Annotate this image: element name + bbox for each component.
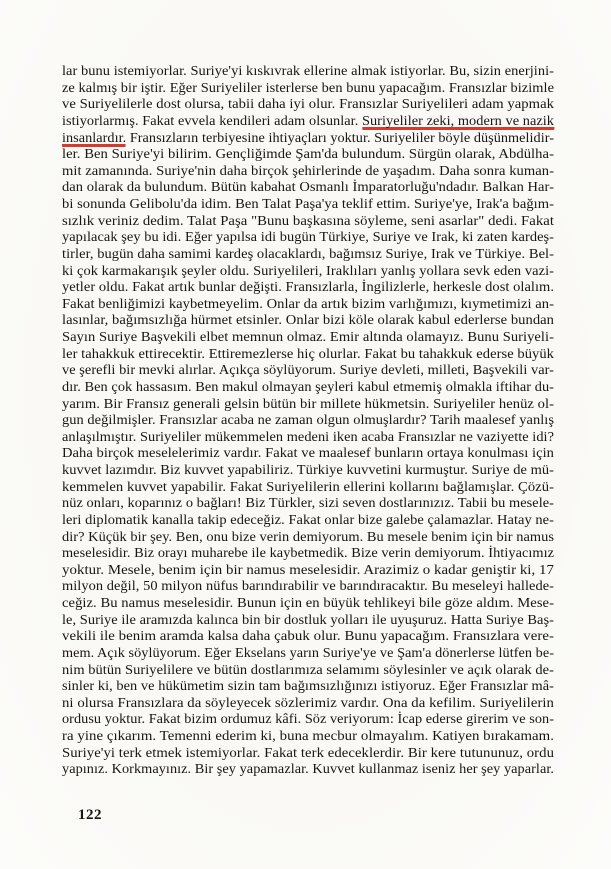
- text-line: [62, 761, 554, 778]
- text-line: [62, 745, 554, 762]
- text-line-content: [62, 179, 554, 196]
- text-segment: ordusu yoktur. Fakat bizim ordumuz kâfi. Söz veriyorum: İcap ederse girerim ve son-: [62, 711, 554, 727]
- text-line: [62, 213, 554, 230]
- text-segment: dan olarak da bulundum. Bütün kabahat Osmanlı İmparatorluğu'ndadır. Balkan Har-: [62, 179, 554, 195]
- text-line-content: [62, 695, 554, 712]
- text-segment: kuvvet lazımdır. Biz kuvvet yapabiliriz. Türkiye kuvvetini kurmuştur. Suriye de mü-: [62, 462, 554, 477]
- text-line-content: [62, 479, 554, 496]
- text-line: [62, 246, 554, 263]
- text-line: [62, 396, 554, 413]
- text-line-content: [62, 130, 554, 147]
- text-line-content: [62, 146, 554, 163]
- text-segment: nüz onları, koparınız o bağları! Biz Türkler, sizi seven dostlarınızız. Tabii bu mesele-: [62, 495, 554, 511]
- text-line: [62, 479, 554, 496]
- text-line-content: [62, 645, 554, 662]
- text-line: [62, 379, 554, 396]
- text-line-content: [62, 412, 554, 429]
- text-segment: lar bunu istemiyorlar. Suriye'yi kıskıvrak ellerine almak istiyorlar. Bu, sizin enerjini-: [62, 63, 554, 78]
- text-line: [62, 545, 554, 562]
- text-segment: yapılacak şey bu idi. Eğer yapılsa idi bugün Türkiye, Suriye ve Irak, ki zaten kardeş-: [62, 229, 554, 245]
- text-segment: ve Suriyelilerle dost olursa, tabii daha iyi olur. Fransızlar Suriyelileri adam yapmak: [62, 96, 554, 112]
- text-segment: kemmelen kuvvet yapabilir. Fakat Suriyelilerin ellerini kollarını bağlamışlar. Çözü-: [62, 478, 554, 494]
- text-line: [62, 296, 554, 313]
- text-line: [62, 312, 554, 329]
- text-line-content: [62, 745, 554, 762]
- text-line-content: [62, 761, 554, 778]
- text-line: [62, 711, 554, 728]
- text-segment: yoktur. Mesele, benim için bir namus meselesidir. Arazimiz o kadar geniştir ki, 17: [62, 561, 554, 577]
- text-segment: ki çok karmakarışık şeyler oldu. Suriyelileri, Iraklıları yanlış yollara sevk eden vazi-: [62, 262, 554, 278]
- text-line-content: [62, 562, 554, 579]
- text-line: [62, 529, 554, 546]
- text-line: [62, 462, 554, 479]
- text-line: [62, 130, 554, 147]
- text-line-content: [62, 728, 554, 745]
- text-line: [62, 678, 554, 695]
- text-segment: lasınlar, bağımsızlığa hürmet etsinler. Onlar bizi köle olarak kabul ederlerse bundan: [62, 312, 554, 328]
- text-line: [62, 495, 554, 512]
- text-line: [62, 595, 554, 612]
- text-line: [62, 63, 554, 80]
- text-segment: bi sonunda Gelibolu'da idim. Ben Talat Paşa'ya teklif ettim. Suriye'ye, Irak'a bağım-: [62, 196, 554, 211]
- text-line-content: [62, 63, 554, 80]
- text-segment: nim bütün Suriyelilere ve bütün dostlarımıza selamımı söylesinler ve açık olarak de-: [62, 661, 554, 677]
- text-line: [62, 179, 554, 196]
- text-line: [62, 645, 554, 662]
- text-line: [62, 146, 554, 163]
- text-line-content: [62, 229, 554, 246]
- text-segment: milyon değil, 50 milyon nüfus barındırabilir ve barındıracaktır. Bu meseleyi hallede-: [62, 578, 554, 594]
- text-segment: Suriye'yi terk etmek istemiyorlar. Fakat terk edeceklerdir. Bir kere tutununuz, ordu: [62, 744, 554, 760]
- text-segment: le, Suriye ile aramızda kalınca bin bir dostluk yolları ile uyuşuruz. Hatta Suriye Baş-: [62, 611, 554, 627]
- text-line-content: [62, 80, 554, 97]
- text-line: [62, 445, 554, 462]
- text-segment: Sayın Suriye Başvekili elbet memnun olmaz. Emir altında olamayız. Bunu Suriyeli-: [62, 329, 554, 344]
- text-line: [62, 279, 554, 296]
- text-line: [62, 96, 554, 113]
- text-segment: leri diplomatik kanalla takip edeceğiz. Fakat onlar bize galebe çalamazlar. Hatay ne-: [62, 511, 554, 527]
- text-segment: yarım. Bir Fransız generali gelsin bütün bir millete hükmetsin. Suriyeliler henüz ol-: [62, 395, 554, 411]
- text-segment: mit zamanında. Suriye'nin daha birçok şehirlerinde de yaşadım. Daha sonra kuman-: [62, 162, 554, 178]
- page-number: 122: [78, 807, 102, 823]
- text-segment: ze kalmış bir iştir. Eğer Suriyeliler isterlerse ben bunu yapacağım. Fransızlar bizimle: [62, 79, 554, 95]
- text-segment: ler tahakkuk ettirecektir. Ettiremezlerse hiç olurlar. Fakat bu tahakkuk ederse büyük: [62, 345, 554, 361]
- text-line-content: [62, 595, 554, 612]
- text-line: [62, 429, 554, 446]
- text-segment: meselesidir. Biz orayı muharebe ile kaybetmedik. Bize verin demiyorum. İhtiyacımız: [62, 545, 554, 561]
- text-line-content: [62, 163, 554, 180]
- text-segment: gun değilmişler. Fransızlar acaba ne zaman olgun olmuşlardır? Tarih maalesef yanlış: [62, 412, 554, 428]
- text-segment: Fakat benliğimizi kaybetmeyelim. Onlar da artık bizim varlığımızı, kıymetimizi an-: [62, 295, 554, 311]
- text-line-content: [62, 113, 554, 130]
- text-line: [62, 612, 554, 629]
- text-line-content: [62, 312, 554, 329]
- text-segment: anlaşılmıştır. Suriyeliler mükemmelen medeni iken acaba Fransızlar ne vaziyette idi?: [62, 428, 554, 444]
- text-line: [62, 163, 554, 180]
- text-segment: ceğiz. Bu namus meselesidir. Bunun için en büyük tehlikeyi bile göze aldım. Mese-: [62, 595, 554, 610]
- text-line-content: [62, 296, 554, 313]
- text-line-content: [62, 628, 554, 645]
- text-line-content: [62, 362, 554, 379]
- text-segment: ler. Ben Suriye'yi bilirim. Gençliğimde Şam'da bulundum. Sürgün olarak, Abdülha-: [62, 146, 554, 162]
- text-line: [62, 662, 554, 679]
- text-segment: ni olursa Fransızlara da söyleyecek sözlerimiz vardır. Ona da kefilim. Suriyelilerin: [62, 694, 554, 710]
- text-line-content: [62, 96, 554, 113]
- red-underlined-text: Suriyeliler zeki, modern ve nazik: [361, 112, 554, 128]
- text-line: [62, 578, 554, 595]
- text-line-content: [62, 429, 554, 446]
- text-line-content: [62, 445, 554, 462]
- text-line: [62, 329, 554, 346]
- text-segment: vekili ile benim aramda kalsa daha çabuk olur. Bunu yapacağım. Fransızlara vere-: [62, 628, 554, 644]
- text-line-content: [62, 263, 554, 280]
- text-segment: Daha birçok meselelerimiz vardır. Fakat ve maalesef bunların ortaya konulması için: [62, 445, 554, 461]
- text-line-content: [62, 246, 554, 263]
- text-line: [62, 512, 554, 529]
- text-segment: yapınız. Korkmayınız. Bir şey yapamazlar. Kuvvet kullanmaz iseniz her şey yaparlar.: [62, 761, 554, 777]
- text-line-content: [62, 678, 554, 695]
- text-line-content: [62, 213, 554, 230]
- text-line: [62, 412, 554, 429]
- red-underlined-text: insanlardır.: [62, 129, 127, 145]
- text-line: [62, 113, 554, 130]
- text-segment: tirler, bugün daha samimi kardeş olacaklardı, bağımsız Suriye, Irak ve Türkiye. Bel-: [62, 245, 554, 261]
- text-line-content: [62, 379, 554, 396]
- text-line: [62, 695, 554, 712]
- text-segment: yetler oldu. Fakat artık bunlar değişti. Fransızlarla, İngilizlerle, herkesle dost olalım.: [62, 279, 554, 295]
- text-line-content: [62, 545, 554, 562]
- text-line: [62, 346, 554, 363]
- text-segment: sızlık veriniz dedim. Talat Paşa "Bunu başkasına söyleme, seni asarlar" dedi. Fakat: [62, 212, 554, 228]
- text-line-content: [62, 495, 554, 512]
- text-line: [62, 263, 554, 280]
- text-line-content: [62, 578, 554, 595]
- text-line-content: [62, 346, 554, 363]
- text-line-content: [62, 612, 554, 629]
- text-line: [62, 628, 554, 645]
- text-segment: mem. Açık söylüyorum. Eğer Ekselans yarın Suriye'ye ve Şam'a dönerlerse lütfen be-: [62, 644, 554, 660]
- text-line-content: [62, 711, 554, 728]
- text-segment: dır. Ben çok hassasım. Ben makul olmayan şeyleri kabul etmemiş olmakla iftihar du-: [62, 378, 554, 394]
- page-text: [62, 63, 554, 778]
- text-line-content: [62, 462, 554, 479]
- text-line-content: [62, 512, 554, 529]
- text-line-content: [62, 196, 554, 213]
- text-line-content: [62, 279, 554, 296]
- text-line: [62, 80, 554, 97]
- text-line: [62, 229, 554, 246]
- text-segment: ra yine çıkarım. Temenni ederim ki, buna mecbur olmayalım. Katiyen bırakamam.: [62, 728, 554, 743]
- text-segment: Fransızların terbiyesine ihtiyaçları yoktur. Suriyeliler böyle düşünmelidir-: [126, 129, 554, 145]
- text-segment: ve şerefli bir mevki alırlar. Açıkça söylüyorum. Suriye devleti, milleti, Başvekili var-: [62, 362, 554, 378]
- text-line-content: [62, 396, 554, 413]
- text-segment: sinler ki, ben ve hükümetim sizin tam bağımsızlığınızı istiyoruz. Eğer Fransızlar mâ-: [62, 678, 554, 694]
- text-line: [62, 362, 554, 379]
- text-line-content: [62, 329, 554, 346]
- text-line: [62, 728, 554, 745]
- text-segment: dir? Küçük bir şey. Ben, onu bize verin demiyorum. Bu mesele benim için bir namus: [62, 528, 554, 544]
- text-segment: istiyorlarmış. Fakat evvela kendileri adam olsunlar.: [62, 112, 362, 128]
- text-line: [62, 562, 554, 579]
- text-line-content: [62, 529, 554, 546]
- text-line-content: [62, 662, 554, 679]
- text-line: [62, 196, 554, 213]
